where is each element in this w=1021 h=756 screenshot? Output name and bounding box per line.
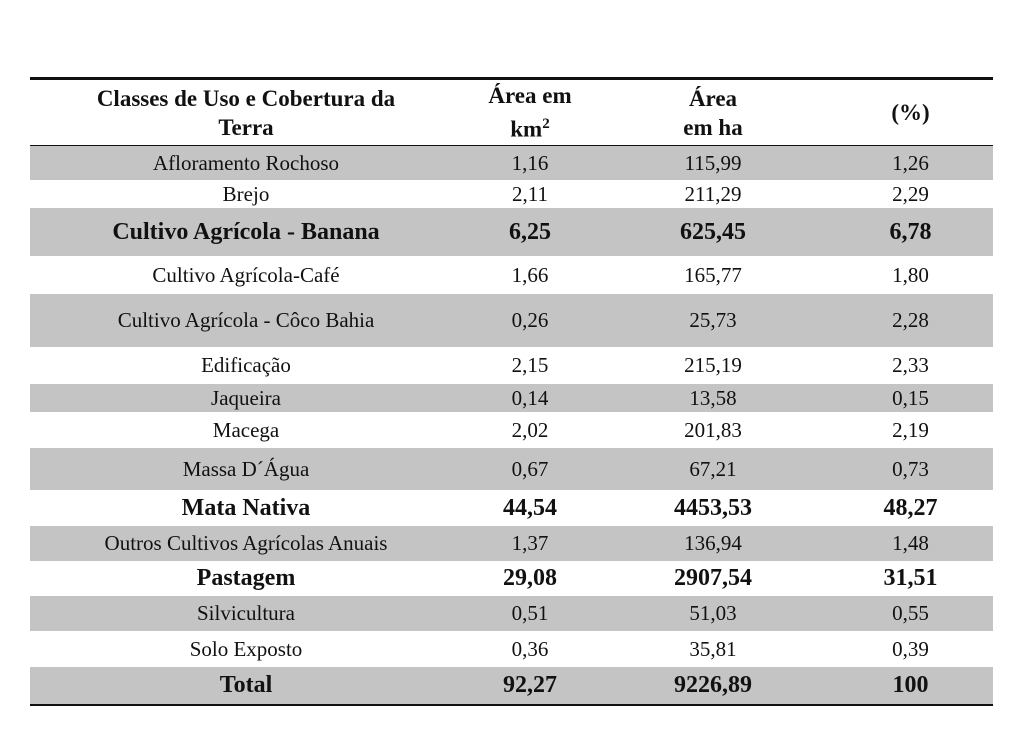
cell-classe: Cultivo Agrícola - Côco Bahia: [117, 308, 375, 332]
header-area-km2: Área em $km^2$: [488, 83, 572, 142]
cell-pct: 6,78: [889, 218, 932, 245]
table-row: [30, 347, 993, 384]
land-use-table: [30, 77, 993, 706]
cell-km2: 6,25: [509, 218, 551, 245]
cell-km2: 1,37: [511, 531, 549, 555]
cell-km2: 1,66: [511, 262, 549, 287]
cell-km2: 2,02: [511, 417, 549, 442]
cell-classe: Macega: [212, 417, 280, 442]
cell-km2: 0,36: [511, 636, 549, 661]
cell-km2: 1,16: [511, 150, 549, 175]
cell-classe: Cultivo Agrícola-Café: [152, 262, 340, 287]
cell-km2: 29,08: [503, 565, 557, 591]
cell-classe: Afloramento Rochoso: [152, 150, 340, 175]
cell-pct: 0,39: [892, 636, 929, 661]
cell-km2: 0,14: [511, 385, 549, 410]
cell-pct: 1,26: [892, 150, 929, 175]
table-row: [30, 631, 993, 667]
cell-pct: 0,55: [892, 601, 929, 625]
cell-classe: Jaqueira: [211, 385, 281, 410]
cell-ha: 136,94: [684, 531, 742, 555]
cell-ha: 201,83: [684, 417, 742, 442]
cell-classe: Massa D´Água: [182, 456, 310, 481]
cell-km2: 0,67: [511, 456, 549, 481]
table-row: [30, 490, 993, 526]
table-row: [30, 256, 993, 294]
header-percent: (%): [891, 100, 930, 125]
table-row: [30, 208, 993, 256]
cell-km2: 2,11: [512, 181, 548, 206]
cell-pct: 2,19: [892, 417, 929, 442]
cell-pct: 1,48: [892, 531, 929, 555]
table-row: [30, 526, 993, 561]
cell-classe: Cultivo Agrícola - Banana: [112, 218, 380, 245]
table-row: [30, 596, 993, 631]
cell-ha: 51,03: [689, 601, 737, 625]
cell-pct: 31,51: [883, 565, 938, 591]
cell-pct: 1,80: [892, 262, 929, 287]
cell-pct: 2,28: [892, 308, 929, 332]
table-row: [30, 384, 993, 412]
cell-classe: Pastagem: [196, 565, 296, 591]
cell-classe: Solo Exposto: [189, 636, 303, 661]
cell-pct: 0,15: [892, 385, 929, 410]
cell-pct: 48,27: [883, 494, 938, 521]
cell-km2: 92,27: [503, 672, 557, 698]
cell-ha: 25,73: [689, 308, 737, 332]
cell-ha: 625,45: [680, 218, 746, 245]
cell-ha: 215,19: [684, 353, 742, 377]
cell-classe: Mata Nativa: [181, 494, 311, 521]
table-row: [30, 180, 993, 208]
cell-ha: 2907,54: [674, 565, 752, 591]
table-row: [30, 294, 993, 347]
cell-classe: Brejo: [222, 181, 270, 206]
header-classes: Classes de Uso e Cobertura da Terra: [96, 85, 396, 140]
cell-ha: 211,29: [684, 181, 742, 206]
cell-ha: 9226,89: [674, 672, 752, 698]
cell-classe: Edificação: [201, 353, 291, 377]
cell-ha: 115,99: [684, 150, 742, 175]
cell-pct: 2,33: [892, 353, 929, 377]
cell-ha: 4453,53: [674, 494, 752, 521]
table-row-total: [30, 667, 993, 704]
cell-classe: Outros Cultivos Agrícolas Anuais: [104, 531, 388, 555]
cell-ha: 165,77: [684, 262, 742, 287]
cell-pct: 0,73: [892, 456, 929, 481]
table-row: [30, 448, 993, 490]
table-row: [30, 146, 993, 180]
table-row: [30, 561, 993, 596]
cell-classe: Total: [219, 672, 273, 698]
cell-km2: 0,26: [511, 308, 549, 332]
table-row: [30, 412, 993, 448]
cell-ha: 13,58: [689, 385, 737, 410]
header-area-ha: Área em ha: [683, 85, 743, 140]
cell-ha: 35,81: [689, 636, 737, 661]
cell-ha: 67,21: [689, 456, 737, 481]
cell-km2: 2,15: [511, 353, 549, 377]
cell-classe: Silvicultura: [197, 601, 295, 625]
table-header: [30, 80, 993, 146]
cell-km2: 0,51: [511, 601, 549, 625]
cell-pct: 100: [892, 672, 929, 698]
cell-km2: 44,54: [503, 494, 557, 521]
cell-pct: 2,29: [892, 181, 929, 206]
